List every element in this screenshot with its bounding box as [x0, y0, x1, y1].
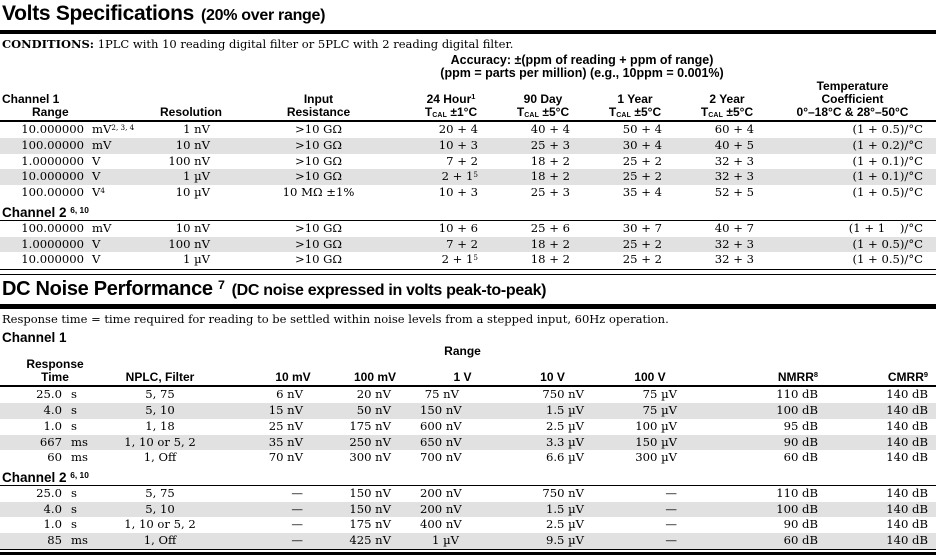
- cell: 250 nV: [349, 434, 391, 449]
- volts-channel2-label: Channel 2 $^{6, 10}$: [0, 203, 936, 221]
- cell: 4.0: [43, 501, 62, 516]
- dc-noise-performance-section: [0, 275, 936, 555]
- cell: 1.0: [43, 418, 62, 433]
- table-row: [0, 138, 936, 154]
- cell: 140 dB: [886, 501, 928, 516]
- cell: 5, 10: [145, 403, 175, 418]
- response-time-note: Response time = time required for reading to be settled within noise levels from a stepped input, 60Hz operation.: [2, 311, 669, 326]
- conditions-label: CONDITIONS:: [2, 37, 95, 51]
- cell: mV: [92, 220, 112, 235]
- dc-column-headers: [0, 358, 936, 388]
- cell: 100 dB: [776, 403, 818, 418]
- volts-title: [0, 0, 936, 28]
- cell: 7 + 2: [446, 153, 478, 168]
- cell: 60 + 4: [714, 122, 754, 137]
- cell: 100.00000: [21, 185, 84, 200]
- cell: 10 µV: [175, 185, 210, 200]
- cell: s: [71, 387, 77, 402]
- cell: >10 GΩ: [294, 236, 343, 251]
- cell: $2 + 1^5$: [441, 252, 478, 267]
- cell: V: [92, 169, 101, 184]
- cell: 667: [39, 434, 62, 449]
- cell: 1, Off: [143, 450, 177, 465]
- cell: 150 nV: [349, 501, 391, 516]
- cell: 10 nV: [175, 220, 210, 235]
- table-row: [0, 486, 936, 502]
- cell: 5, 75: [145, 387, 175, 402]
- cell: 1 µV: [183, 252, 210, 267]
- cell: 90 dB: [783, 434, 818, 449]
- dc-noise-title-note: (DC noise expressed in volts peak-to-peak): [231, 281, 547, 299]
- cell: 140 dB: [886, 434, 928, 449]
- cell: 95 dB: [783, 418, 818, 433]
- cell: 1.0000000: [21, 236, 84, 251]
- cell: 1, 18: [145, 418, 175, 433]
- col-header-nmrr: NMRR$^8$: [777, 369, 818, 384]
- cell: 15 nV: [268, 403, 303, 418]
- table-row: [0, 237, 936, 253]
- cell: 25.0: [36, 485, 62, 500]
- cell: 1.5 µV: [545, 501, 584, 516]
- cell: 1, 10 or 5, 2: [124, 517, 196, 532]
- cell: 1.5 µV: [545, 403, 584, 418]
- cell: 1, Off: [143, 532, 177, 547]
- dc-channel2-rows: [0, 486, 936, 549]
- dc-noise-title: [0, 275, 936, 303]
- col-header-10mv: 10 mV: [275, 369, 311, 384]
- cell: 10.000000: [21, 122, 84, 137]
- cell: 140 dB: [886, 532, 928, 547]
- cell: 18 + 2: [530, 169, 570, 184]
- cell: 40 + 4: [530, 122, 570, 137]
- cell: 10 + 3: [438, 185, 478, 200]
- range-banner-row: [0, 345, 936, 358]
- table-row: [0, 185, 936, 201]
- cell: 1 µV: [432, 532, 459, 547]
- cell: 40 + 5: [714, 138, 754, 153]
- cell: 18 + 2: [530, 252, 570, 267]
- cell: —: [291, 517, 303, 532]
- cell: 20 nV: [356, 387, 391, 402]
- cell: 60 dB: [783, 450, 818, 465]
- range-header: Range: [32, 104, 69, 119]
- cell: 70 nV: [268, 450, 303, 465]
- cell: 175 nV: [349, 418, 391, 433]
- cell: 140 dB: [886, 450, 928, 465]
- cell: 150 µV: [635, 434, 677, 449]
- cell: (1 + 0.5)/°C: [852, 185, 923, 200]
- cell: 50 + 4: [622, 122, 662, 137]
- cell: —: [665, 517, 677, 532]
- cell: mV$^{2, 3, 4}$: [92, 122, 135, 137]
- table-row: [0, 387, 936, 403]
- cell: 150 nV: [420, 403, 462, 418]
- volts-column-headers: [0, 80, 936, 122]
- table-row: [0, 450, 936, 466]
- cell: 10.000000: [21, 252, 84, 267]
- cell: 300 nV: [349, 450, 391, 465]
- cell: 1 µV: [183, 169, 210, 184]
- col-header-cmrr: CMRR$^9$: [887, 369, 928, 384]
- cell: 25 nV: [268, 418, 303, 433]
- dc-noise-table: [0, 345, 936, 555]
- volts-table: [0, 53, 936, 275]
- cell: 100 µV: [635, 418, 677, 433]
- cell: 1, 10 or 5, 2: [124, 434, 196, 449]
- cell: 75 nV: [424, 387, 459, 402]
- cell: 25 + 6: [530, 220, 570, 235]
- table-row: [0, 435, 936, 451]
- cell: 300 µV: [635, 450, 677, 465]
- cell: 7 + 2: [446, 236, 478, 251]
- col-header-resolution: Resolution: [160, 104, 222, 119]
- cell: >10 GΩ: [294, 122, 343, 137]
- cell: 25.0: [36, 387, 62, 402]
- cell: 2.5 µV: [545, 418, 584, 433]
- cell: 200 nV: [420, 501, 462, 516]
- accuracy-line1: Accuracy: ±(ppm of reading + ppm of range): [450, 53, 714, 67]
- cell: ms: [71, 532, 88, 547]
- table-row: [0, 154, 936, 170]
- col-header-100mv: 100 mV: [353, 369, 397, 384]
- cell: 200 nV: [420, 485, 462, 500]
- cell: 3.3 µV: [545, 434, 584, 449]
- cell: —: [665, 485, 677, 500]
- table-row: [0, 419, 936, 435]
- accuracy-line2: (ppm = parts per million) (e.g., 10ppm = 0.001%): [440, 66, 724, 80]
- cell: 750 nV: [542, 387, 584, 402]
- cell: 52 + 5: [714, 185, 754, 200]
- cell: —: [291, 501, 303, 516]
- cell: s: [71, 517, 77, 532]
- accuracy-banner: [391, 54, 759, 80]
- cell: 6.6 µV: [545, 450, 584, 465]
- cell: 25 + 2: [622, 252, 662, 267]
- dc-channel1-label: Channel 1: [2, 329, 67, 345]
- cell: 30 + 4: [622, 138, 662, 153]
- range-group-header: Range: [444, 343, 481, 358]
- cell: 100.00000: [21, 138, 84, 153]
- banner-spacer: [0, 54, 391, 80]
- cell: 75 µV: [642, 403, 677, 418]
- cell: 150 nV: [349, 485, 391, 500]
- cell: >10 GΩ: [294, 220, 343, 235]
- cell: 30 + 7: [622, 220, 662, 235]
- cell: s: [71, 418, 77, 433]
- volts-channel1-rows: [0, 122, 936, 200]
- col-header-range: [0, 93, 136, 119]
- cell: 110 dB: [776, 485, 818, 500]
- volts-specifications-section: [0, 0, 936, 275]
- cell: ms: [71, 450, 88, 465]
- volts-title-note: (20% over range): [201, 7, 326, 24]
- col-header-response-time: Response Time: [26, 356, 84, 384]
- cell: 140 dB: [886, 387, 928, 402]
- table-row: [0, 221, 936, 237]
- cell: 50 nV: [356, 403, 391, 418]
- cell: 400 nV: [420, 517, 462, 532]
- channel1-header: Channel 1: [2, 91, 60, 106]
- col-header-90day: 90 Day $T_{CAL} \pm 5^\circ C$: [516, 91, 570, 119]
- cell: 10.000000: [21, 169, 84, 184]
- banner-spacer: [0, 345, 420, 358]
- cell: 1 nV: [183, 122, 210, 137]
- cell: V: [92, 153, 101, 168]
- accuracy-banner-row: [0, 53, 936, 80]
- cell: 25 + 2: [622, 169, 662, 184]
- cell: 75 µV: [642, 387, 677, 402]
- cell: V: [92, 236, 101, 251]
- cell: 700 nV: [420, 450, 462, 465]
- cell: 600 nV: [420, 418, 462, 433]
- cell: 10 + 6: [438, 220, 478, 235]
- cell: (1 + 1 )/°C: [848, 220, 923, 235]
- col-header-24hour: 24 Hour$^1$ $T_{CAL} \pm 1^\circ C$: [424, 91, 478, 119]
- cell: 6 nV: [276, 387, 303, 402]
- cell: 140 dB: [886, 403, 928, 418]
- conditions-text: 1PLC with 10 reading digital filter or 5PLC with 2 reading digital filter.: [97, 37, 514, 51]
- cell: 9.5 µV: [545, 532, 584, 547]
- cell: 40 + 7: [714, 220, 754, 235]
- table-row: [0, 533, 936, 549]
- cell: 32 + 3: [714, 252, 754, 267]
- col-header-nplc-filter: NPLC, Filter: [125, 369, 195, 384]
- cell: —: [291, 485, 303, 500]
- cell: 25 + 3: [530, 138, 570, 153]
- table-row: [0, 122, 936, 138]
- cell: 140 dB: [886, 517, 928, 532]
- cell: (1 + 0.2)/°C: [852, 138, 923, 153]
- cell: $2 + 1^5$: [441, 169, 478, 184]
- cell: 140 dB: [886, 485, 928, 500]
- cell: 100 nV: [168, 153, 210, 168]
- cell: 85: [47, 532, 62, 547]
- table-row: [0, 502, 936, 518]
- col-header-10v: 10 V: [540, 369, 565, 384]
- cell: >10 GΩ: [294, 252, 343, 267]
- table-row: [0, 169, 936, 185]
- cell: 32 + 3: [714, 169, 754, 184]
- cell: (1 + 0.5)/°C: [852, 122, 923, 137]
- cell: (1 + 0.1)/°C: [852, 153, 923, 168]
- cell: 25 + 2: [622, 236, 662, 251]
- cell: 60: [47, 450, 62, 465]
- col-header-temperature-coefficient: Temperature Coefficient 0°–18°C & 28°–50°C: [796, 79, 909, 119]
- col-header-100v: 100 V: [634, 369, 666, 384]
- table-row: [0, 517, 936, 533]
- cell: 175 nV: [349, 517, 391, 532]
- table-row: [0, 252, 936, 268]
- cell: 1.0000000: [21, 153, 84, 168]
- cell: 10 + 3: [438, 138, 478, 153]
- table-bottom-rule: [0, 549, 936, 550]
- cell: s: [71, 485, 77, 500]
- cell: 2.5 µV: [545, 517, 584, 532]
- volts-title-text: Volts Specifications: [2, 2, 194, 25]
- volts-channel2-rows: [0, 221, 936, 268]
- cell: 60 dB: [783, 532, 818, 547]
- cell: 750 nV: [542, 485, 584, 500]
- cell: 10 MΩ ±1%: [282, 185, 355, 200]
- cell: 5, 10: [145, 501, 175, 516]
- cell: mV: [92, 138, 112, 153]
- col-header-2year: 2 Year $T_{CAL} \pm 5^\circ C$: [700, 91, 754, 119]
- dc-noise-title-text: DC Noise Performance $^7$: [2, 277, 225, 300]
- cell: 10 nV: [175, 138, 210, 153]
- cell: 18 + 2: [530, 153, 570, 168]
- cell: 1.0: [43, 517, 62, 532]
- cell: 90 dB: [783, 517, 818, 532]
- cell: 100 dB: [776, 501, 818, 516]
- cell: V: [92, 252, 101, 267]
- cell: >10 GΩ: [294, 153, 343, 168]
- cell: —: [665, 532, 677, 547]
- cell: 100 nV: [168, 236, 210, 251]
- cell: (1 + 0.1)/°C: [852, 169, 923, 184]
- cell: 32 + 3: [714, 153, 754, 168]
- cell: 100.00000: [21, 220, 84, 235]
- cell: 140 dB: [886, 418, 928, 433]
- cell: 35 nV: [268, 434, 303, 449]
- cell: >10 GΩ: [294, 138, 343, 153]
- cell: $V^4$: [92, 185, 105, 200]
- cell: (1 + 0.5)/°C: [852, 236, 923, 251]
- cell: s: [71, 403, 77, 418]
- cell: >10 GΩ: [294, 169, 343, 184]
- cell: 20 + 4: [438, 122, 478, 137]
- cell: 35 + 4: [622, 185, 662, 200]
- col-header-1v: 1 V: [453, 369, 472, 384]
- cell: (1 + 0.5)/°C: [852, 252, 923, 267]
- cell: s: [71, 501, 77, 516]
- cell: 25 + 2: [622, 153, 662, 168]
- cell: 5, 75: [145, 485, 175, 500]
- cell: ms: [71, 434, 88, 449]
- cell: 110 dB: [776, 387, 818, 402]
- col-header-input-resistance: Input Resistance: [286, 91, 351, 119]
- col-header-1year: 1 Year $T_{CAL} \pm 5^\circ C$: [608, 91, 662, 119]
- cell: 32 + 3: [714, 236, 754, 251]
- cell: —: [291, 532, 303, 547]
- cell: 18 + 2: [530, 236, 570, 251]
- cell: 650 nV: [420, 434, 462, 449]
- cell: 425 nV: [349, 532, 391, 547]
- cell: —: [665, 501, 677, 516]
- conditions-line: [0, 34, 936, 53]
- table-row: [0, 403, 936, 419]
- cell: 25 + 3: [530, 185, 570, 200]
- dc-channel1-rows: [0, 387, 936, 465]
- cell: 4.0: [43, 403, 62, 418]
- dc-channel2-label: Channel 2 $^{6, 10}$: [0, 468, 936, 486]
